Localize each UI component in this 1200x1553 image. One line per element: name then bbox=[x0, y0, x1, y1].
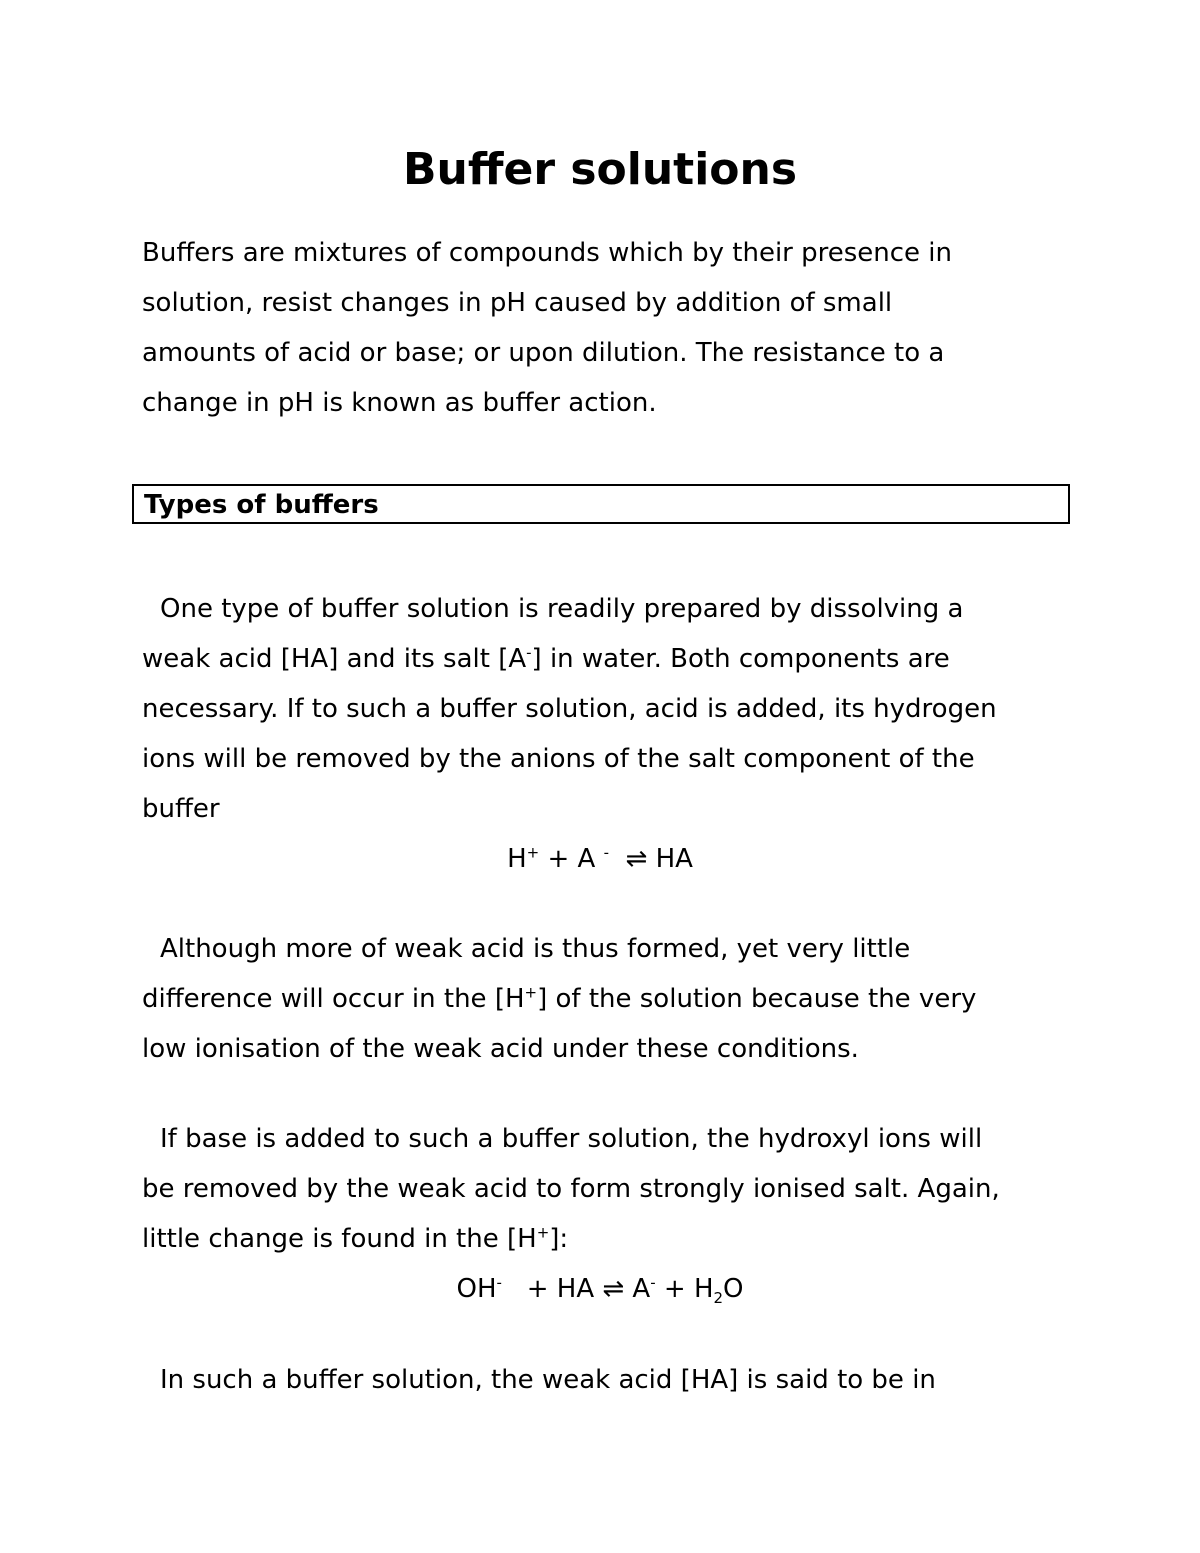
paragraph-line: Buffers are mixtures of compounds which by their presence in bbox=[142, 238, 953, 268]
equation-acid-addition bbox=[0, 834, 1200, 884]
paragraph-line bbox=[142, 634, 1072, 684]
equation-term: OH bbox=[456, 1274, 497, 1304]
text-run: ]: bbox=[549, 1224, 569, 1254]
paragraph-line: be removed by the weak acid to form strongly ionised salt. Again, bbox=[142, 1174, 1000, 1204]
text-run: ] in water. Both components are bbox=[531, 644, 950, 674]
superscript: - bbox=[526, 643, 532, 662]
intro-paragraph bbox=[142, 228, 1072, 428]
paragraph-line: solution, resist changes in pH caused by addition of small bbox=[142, 288, 893, 318]
superscript: + bbox=[526, 843, 540, 862]
equation-base-addition bbox=[0, 1264, 1200, 1314]
text-run: ] of the solution because the very bbox=[537, 984, 977, 1014]
equation-term: + H bbox=[655, 1274, 714, 1304]
equation-term: + HA ⇌ A bbox=[501, 1274, 651, 1304]
equation-term: + A bbox=[539, 844, 604, 874]
superscript: - bbox=[650, 1273, 656, 1292]
superscript: + bbox=[524, 983, 538, 1002]
paragraph-line: change in pH is known as buffer action. bbox=[142, 388, 657, 418]
text-run: little change is found in the [H bbox=[142, 1224, 537, 1254]
paragraph-weak-acid-buffer bbox=[142, 584, 1072, 834]
section-heading: Types of buffers bbox=[144, 490, 379, 520]
paragraph-line: ions will be removed by the anions of the salt component of the bbox=[142, 744, 975, 774]
equation-term: H bbox=[507, 844, 527, 874]
paragraph-line bbox=[142, 1214, 1072, 1264]
paragraph-line: necessary. If to such a buffer solution, acid is added, its hydrogen bbox=[142, 694, 997, 724]
subscript: 2 bbox=[713, 1289, 724, 1308]
paragraph-line: low ionisation of the weak acid under these conditions. bbox=[142, 1034, 859, 1064]
equation-term: ⇌ HA bbox=[609, 844, 693, 874]
paragraph-line: One type of buffer solution is readily prepared by dissolving a bbox=[160, 594, 964, 624]
paragraph-weak-acid-formed bbox=[142, 924, 1072, 1074]
section-heading-box bbox=[132, 484, 1070, 524]
paragraph-weak-acid-reserve bbox=[142, 1355, 1072, 1405]
text-run: weak acid [HA] and its salt [A bbox=[142, 644, 527, 674]
text-run: difference will occur in the [H bbox=[142, 984, 525, 1014]
superscript: - bbox=[496, 1273, 502, 1292]
superscript: - bbox=[603, 843, 609, 862]
page-title: Buffer solutions bbox=[402, 144, 798, 195]
paragraph-line: If base is added to such a buffer solution, the hydroxyl ions will bbox=[160, 1124, 983, 1154]
equation-term: O bbox=[723, 1274, 744, 1304]
paragraph-line: amounts of acid or base; or upon dilution. The resistance to a bbox=[142, 338, 945, 368]
superscript: + bbox=[536, 1223, 550, 1242]
paragraph-line: buffer bbox=[142, 794, 220, 824]
paragraph-line: In such a buffer solution, the weak acid [HA] is said to be in bbox=[160, 1365, 936, 1395]
paragraph-line bbox=[142, 974, 1072, 1024]
paragraph-line: Although more of weak acid is thus formed, yet very little bbox=[160, 934, 911, 964]
paragraph-base-addition bbox=[142, 1114, 1072, 1264]
